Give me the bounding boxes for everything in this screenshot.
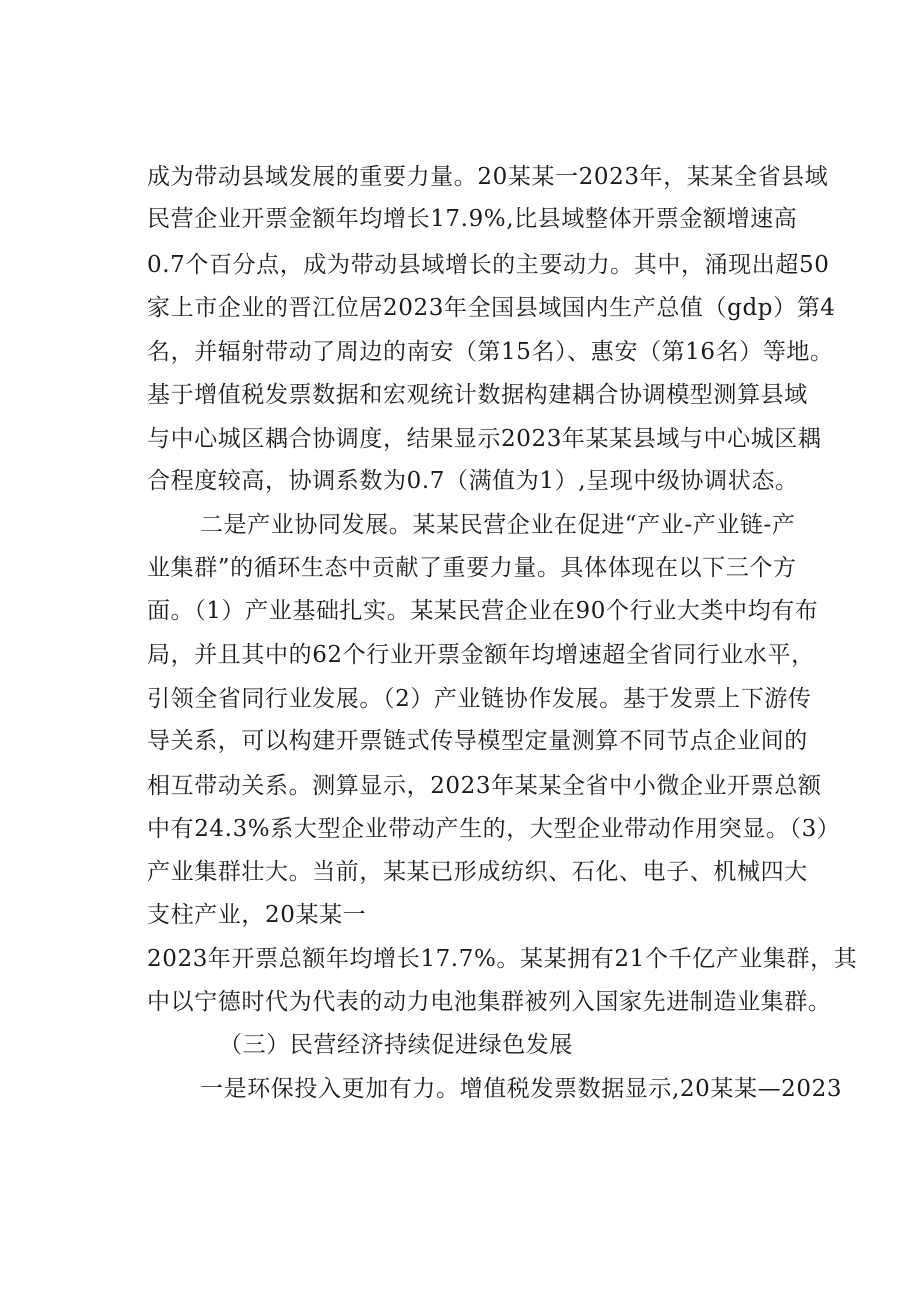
text-line-3: 0.7个百分点，成为带动县域增长的主要动力。其中，涌现出超50 — [147, 252, 830, 278]
text-line-12: 局，并且其中的62个行业开票金额年均增速超全省同行业水平， — [147, 642, 815, 668]
text-line-19: 2023年开票总额年均增长17.7%。某某拥有21个千亿产业集群，其 — [147, 946, 858, 972]
text-line-13: 引领全省同行业发展。（2）产业链协作发展。基于发票上下游传 — [147, 686, 812, 712]
text-line-7: 与中心城区耦合协调度，结果显示2023年某某县域与中心城区耦 — [147, 426, 822, 452]
text-line-6: 基于增值税发票数据和宏观统计数据构建耦合协调模型测算县域 — [147, 382, 808, 408]
text-line-14: 导关系，可以构建开票链式传导模型定量测算不同节点企业间的 — [147, 728, 808, 754]
text-line-10: 业集群”的循环生态中贡献了重要力量。具体体现在以下三个方 — [147, 555, 797, 581]
section-heading-green: （三）民营经济持续促进绿色发展 — [219, 1032, 573, 1058]
paragraph-heading-industry: 二是产业协同发展。某某民营企业在促进“产业-产业链-产 — [200, 512, 796, 538]
text-line-1: 成为带动县域发展的重要力量。20某某一2023年，某某全省县域 — [147, 164, 829, 190]
text-line-16: 中有24.3%系大型企业带动产生的，大型企业带动作用突显。（3） — [147, 816, 841, 842]
text-line-5: 名，并辐射带动了周边的南安（第15名）、惠安（第16名）等地。 — [147, 339, 834, 365]
paragraph-heading-environment: 一是环保投入更加有力。增值税发票数据显示,20某某—2023 — [200, 1076, 843, 1102]
text-line-11: 面。（1）产业基础扎实。某某民营企业在90个行业大类中均有布 — [147, 598, 819, 624]
text-line-20: 中以宁德时代为代表的动力电池集群被列入国家先进制造业集群。 — [147, 989, 832, 1015]
text-line-17: 产业集群壮大。当前，某某已形成纺织、石化、电子、机械四大 — [147, 859, 808, 885]
text-line-4: 家上市企业的晋江位居2023年全国县域国内生产总值（gdp）第4 — [147, 295, 836, 321]
text-line-2: 民营企业开票金额年均增长17.9%,比县域整体开票金额增速高 — [147, 206, 798, 232]
text-line-15: 相互带动关系。测算显示，2023年某某全省中小微企业开票总额 — [147, 773, 822, 799]
text-line-18: 支柱产业，20某某一 — [147, 902, 367, 928]
text-line-8: 合程度较高，协调系数为0.7（满值为1）,呈现中级协调状态。 — [147, 468, 799, 494]
